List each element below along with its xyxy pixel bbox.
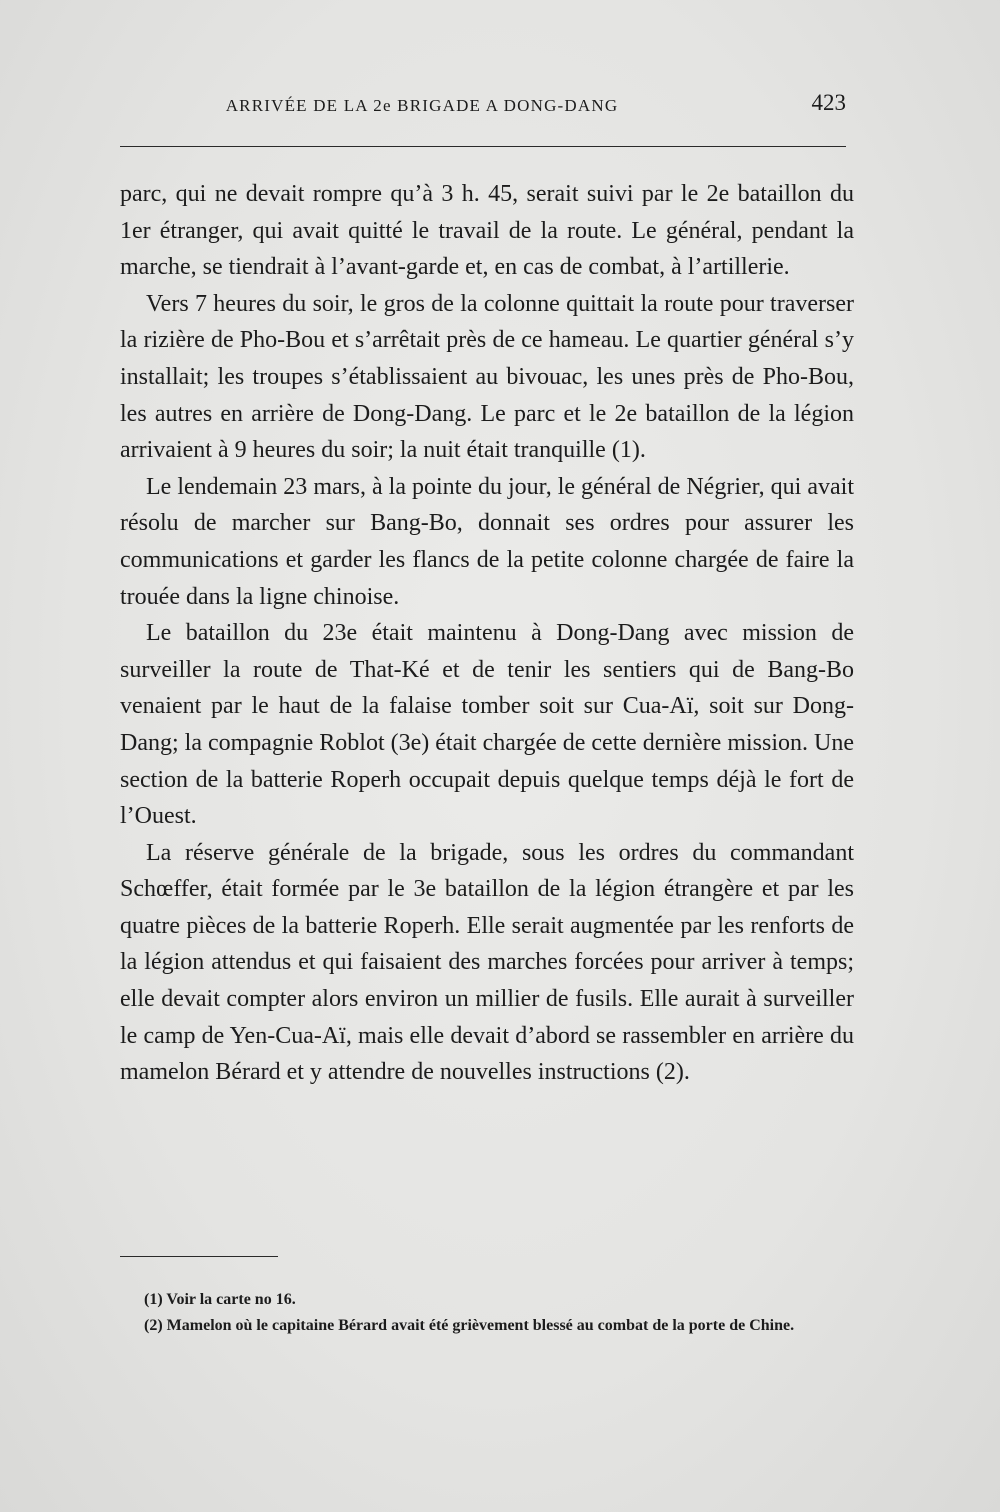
paragraph: parc, qui ne devait rompre qu’à 3 h. 45, serait suivi par le 2e bataillon du 1er étranger, qui avait quitté le travail de la route. Le général, pendant la marche, se tiendrait à l’avant-garde et, en cas de combat, à l’artillerie. <box>120 181 854 281</box>
paragraph: Le lendemain 23 mars, à la pointe du jour, le général de Négrier, qui avait résolu de marcher sur Bang-Bo, donnait ses ordres pour assurer les communications et garder les flancs de la petite colonne chargée de faire la trouée dans la ligne chinoise. <box>120 473 854 610</box>
footnote: (2) Mamelon où le capitaine Bérard avait été grièvement blessé au combat de la porte de Chine. <box>144 1317 795 1334</box>
running-head <box>120 88 846 124</box>
paragraph: Le bataillon du 23e était maintenu à Dong-Dang avec mission de surveiller la route de That-Ké et de tenir les sentiers qui de Bang-Bo venaient par le haut de la falaise tomber soit sur Cua-Aï, soit sur Dong-Dang; la compagnie Roblot (3e) était chargée de cette dernière mission. Une section de la batterie Roperh occupait depuis quelque temps déjà le fort de l’Ouest. <box>120 620 854 830</box>
running-title: ARRIVÉE DE LA 2e BRIGADE A DONG-DANG <box>225 96 619 115</box>
footnote-rule <box>120 1256 278 1257</box>
footnote: (1) Voir la carte no 16. <box>144 1291 296 1308</box>
footnotes <box>120 1288 854 1340</box>
header-rule <box>120 146 846 147</box>
paragraph: Vers 7 heures du soir, le gros de la colonne quittait la route pour traverser la rizière de Pho-Bou et s’arrêtait près de ce hameau. Le quartier général s’y installait; les troupes s’établissaient au bivouac, les unes près de Pho-Bou, les autres en arrière de Dong-Dang. Le parc et le 2e bataillon de la légion arrivaient à 9 heures du soir; la nuit était tranquille (1). <box>120 290 854 464</box>
page-number: 423 <box>811 90 846 115</box>
paragraph: La réserve générale de la brigade, sous les ordres du commandant Schœffer, était formée par le 3e bataillon de la légion étrangère et par les quatre pièces de la batterie Roperh. Elle serait augmentée par les renforts de la légion attendus et qui faisaient des marches forcées pour arriver à temps; elle devait compter alors environ un millier de fusils. Elle aurait à surveiller le camp de Yen-Cua-Aï, mais elle devait d’abord se rassembler en arrière du mamelon Bérard et y attendre de nouvelles instructions (2). <box>120 839 854 1086</box>
body-text <box>120 176 854 1091</box>
